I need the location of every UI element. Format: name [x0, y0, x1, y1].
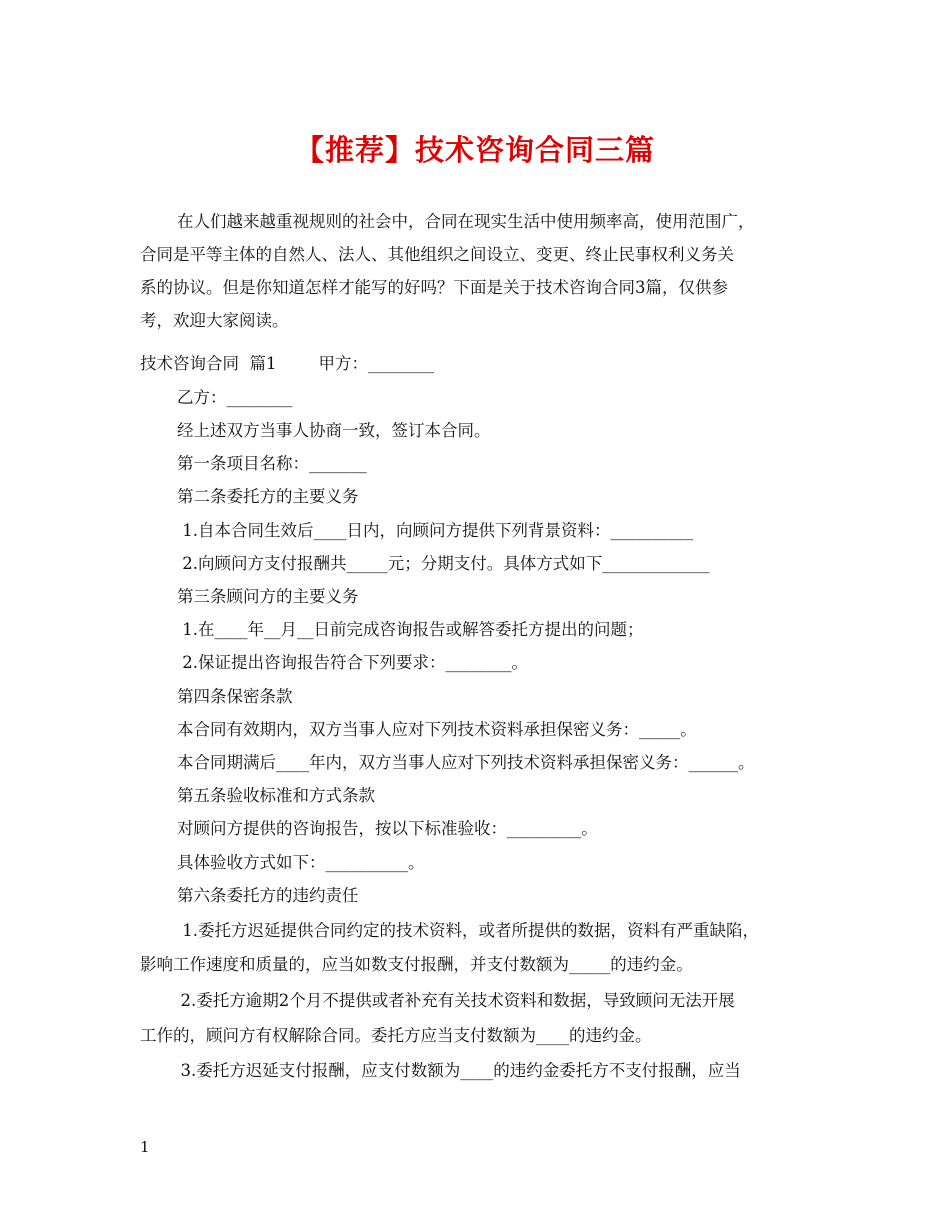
clause-line: 2.向顾问方支付报酬共_____元；分期支付。具体方式如下_____________: [177, 554, 710, 573]
breach-line: 2.委托方逾期2个月不提供或者补充有关技术资料和数据，导致顾问无法开展: [170, 991, 735, 1010]
breach-line: 影响工作速度和质量的，应当如数支付报酬，并支付数额为_____的违约金。: [140, 955, 693, 974]
clause-line: 本合同期满后____年内，双方当事人应对下列技术资料承担保密义务：______。: [177, 753, 755, 772]
section-heading: 技术咨询合同 篇1 甲方：________: [140, 354, 434, 373]
clause-line: 第一条项目名称：_______: [177, 454, 367, 473]
breach-line: 工作的，顾问方有权解除合同。委托方应当支付数额为____的违约金。: [140, 1026, 652, 1045]
clause-line: 2.保证提出咨询报告符合下列要求：________。: [177, 653, 528, 672]
breach-line: 3.委托方迟延支付报酬，应支付数额为____的违约金委托方不支付报酬，应当: [170, 1061, 741, 1080]
breach-line: 1.委托方迟延提供合同约定的技术资料，或者所提供的数据，资料有严重缺陷，: [177, 921, 759, 940]
intro-line: 在人们越来越重视规则的社会中，合同在现实生活中使用频率高，使用范围广，: [177, 212, 755, 231]
clause-line: 具体验收方式如下：__________。: [177, 853, 425, 872]
page-title: 【推荐】技术咨询合同三篇: [294, 133, 655, 167]
intro-line: 考，欢迎大家阅读。: [140, 311, 289, 330]
clause-line: 经上述双方当事人协商一致，签订本合同。: [177, 421, 491, 440]
intro-line: 系的协议。但是你知道怎样才能写的好吗？下面是关于技术咨询合同3篇，仅供参: [140, 278, 728, 297]
clause-line: 第三条顾问方的主要义务: [177, 587, 359, 606]
clause-line: 第四条保密条款: [177, 687, 293, 706]
clause-line: 乙方：________: [177, 388, 293, 407]
clause-line: 第六条委托方的违约责任: [177, 886, 359, 905]
intro-line: 合同是平等主体的自然人、法人、其他组织之间设立、变更、终止民事权利义务关: [140, 245, 734, 264]
clause-line: 第五条验收标准和方式条款: [177, 786, 375, 805]
clause-line: 第二条委托方的主要义务: [177, 487, 359, 506]
clause-line: 对顾问方提供的咨询报告，按以下标准验收：_________。: [177, 819, 598, 838]
page-number: 1: [140, 1138, 150, 1156]
clause-line: 1.在____年__月__日前完成咨询报告或解答委托方提出的问题；: [177, 620, 644, 639]
clause-line: 本合同有效期内，双方当事人应对下列技术资料承担保密义务：_____。: [177, 720, 697, 739]
clause-line: 1.自本合同生效后____日内，向顾问方提供下列背景资料：__________: [177, 521, 693, 540]
